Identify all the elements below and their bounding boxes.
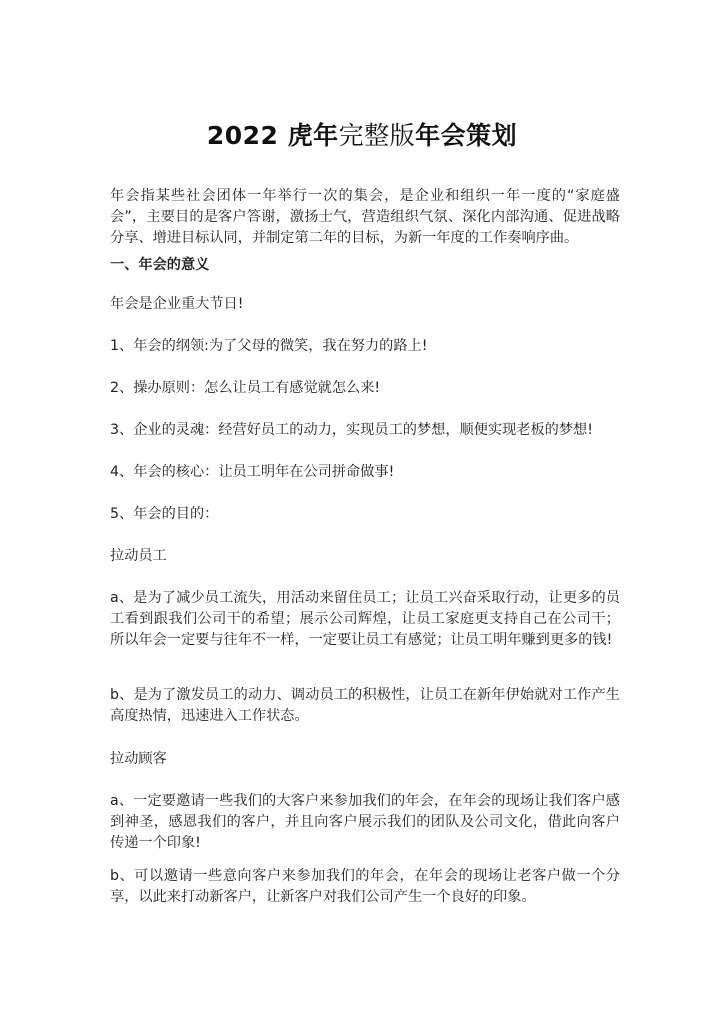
subheading-employees: 拉动员工 — [110, 548, 167, 564]
title-part-edition: 完整版 — [338, 121, 416, 150]
paragraph: 年会是企业重大节日! — [110, 296, 244, 312]
title-part-year: 2022 虎年 — [206, 121, 339, 150]
intro-paragraph: 年会指某些社会团体一年举行一次的集会，是企业和组织一年一度的“家庭盛会”，主要目的是客户答谢，激扬士气，营造组织气氛、深化内部沟通、促进战略分享、增进目标认同，并制定第二年的目标，为新一年度的工作奏响序曲。 — [110, 188, 620, 246]
paragraph: 2、操办原则：怎么让员工有感觉就怎么来! — [110, 380, 381, 396]
paragraph: 5、年会的目的： — [110, 506, 219, 522]
paragraph: 4、年会的核心：让员工明年在公司拼命做事! — [110, 464, 395, 480]
section-heading: 一、年会的意义 — [110, 257, 210, 273]
paragraph: 1、年会的纲领:为了父母的微笑，我在努力的路上! — [110, 338, 428, 354]
title-part-topic: 年会策划 — [415, 121, 518, 150]
subheading-customers: 拉动顾客 — [110, 751, 167, 767]
document-title — [0, 116, 724, 152]
paragraph: a、是为了减少员工流失，用活动来留住员工；让员工兴奋采取行动，让更多的员工看到跟我们公司干的希望；展示公司辉煌，让员工家庭更支持自己在公司干；所以年会一定要与往年不一样，一定要让员工有感觉；让员工明年赚到更多的钱! — [110, 590, 620, 648]
paragraph: b、可以邀请一些意向客户来参加我们的年会，在年会的现场让老客户做一个分享，以此来打动新客户，让新客户对我们公司产生一个良好的印象。 — [110, 868, 620, 905]
paragraph: 3、企业的灵魂：经营好员工的动力，实现员工的梦想，顺便实现老板的梦想! — [110, 422, 593, 438]
paragraph: b、是为了激发员工的动力、调动员工的积极性，让员工在新年伊始就对工作产生高度热情，迅速进入工作状态。 — [110, 687, 620, 724]
paragraph: a、一定要邀请一些我们的大客户来参加我们的年会，在年会的现场让我们客户感到神圣，感恩我们的客户，并且向客户展示我们的团队及公司文化，借此向客户传递一个印象! — [110, 793, 620, 851]
